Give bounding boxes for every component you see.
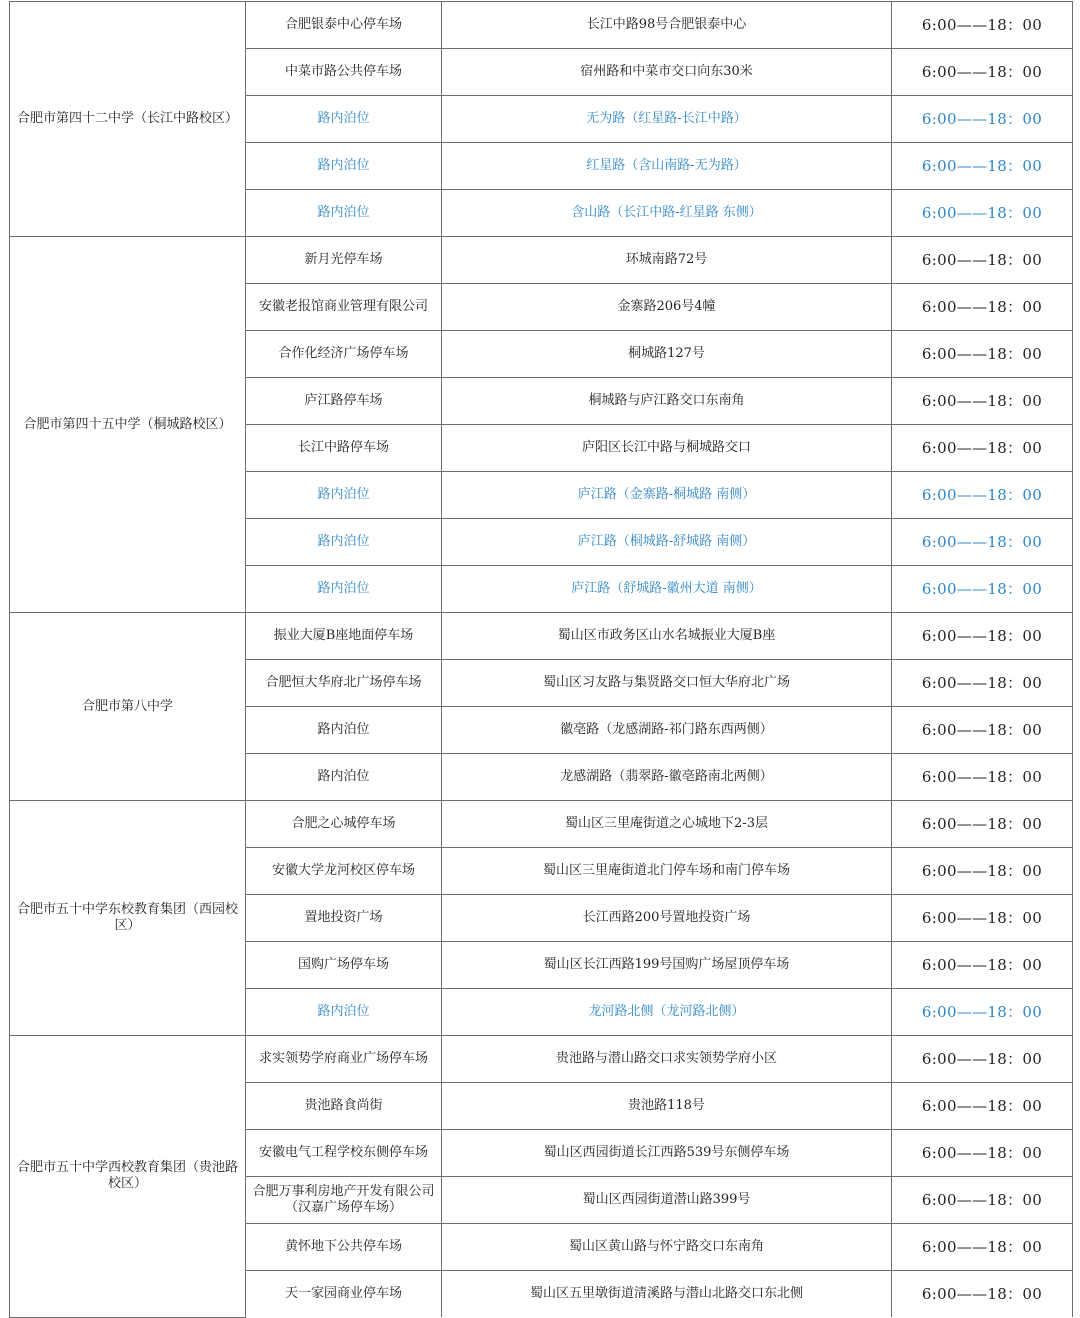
hours-cell: 6:00——18：00 bbox=[892, 49, 1073, 96]
hours-cell: 6:00——18：00 bbox=[892, 566, 1073, 613]
table-row bbox=[10, 2, 1073, 49]
address-cell: 长江西路200号置地投资广场 bbox=[442, 895, 892, 942]
address-cell: 贵池路与潜山路交口求实领势学府小区 bbox=[442, 1036, 892, 1083]
lot-name-cell: 路内泊位 bbox=[246, 566, 442, 613]
parking-table bbox=[9, 1, 1073, 1318]
lot-name-cell: 中菜市路公共停车场 bbox=[246, 49, 442, 96]
lot-name-cell: 贵池路食尚街 bbox=[246, 1083, 442, 1130]
school-cell: 合肥市第八中学 bbox=[10, 613, 246, 801]
lot-name-cell: 长江中路停车场 bbox=[246, 425, 442, 472]
hours-cell: 6:00——18：00 bbox=[892, 284, 1073, 331]
lot-name-cell: 路内泊位 bbox=[246, 190, 442, 237]
hours-cell: 6:00——18：00 bbox=[892, 848, 1073, 895]
address-cell: 蜀山区西园街道潜山路399号 bbox=[442, 1177, 892, 1224]
hours-cell: 6:00——18：00 bbox=[892, 660, 1073, 707]
lot-name-cell: 黄怀地下公共停车场 bbox=[246, 1224, 442, 1271]
address-cell: 蜀山区三里庵街道北门停车场和南门停车场 bbox=[442, 848, 892, 895]
address-cell: 贵池路118号 bbox=[442, 1083, 892, 1130]
lot-name-cell: 路内泊位 bbox=[246, 519, 442, 566]
address-cell: 桐城路与庐江路交口东南角 bbox=[442, 378, 892, 425]
lot-name-cell: 合作化经济广场停车场 bbox=[246, 331, 442, 378]
lot-name-cell: 新月光停车场 bbox=[246, 237, 442, 284]
lot-name-cell: 安徽大学龙河校区停车场 bbox=[246, 848, 442, 895]
table-row bbox=[10, 801, 1073, 848]
hours-cell: 6:00——18：00 bbox=[892, 425, 1073, 472]
hours-cell: 6:00——18：00 bbox=[892, 519, 1073, 566]
address-cell: 蜀山区长江西路199号国购广场屋顶停车场 bbox=[442, 942, 892, 989]
lot-name-cell: 路内泊位 bbox=[246, 754, 442, 801]
address-cell: 蜀山区三里庵街道之心城地下2-3层 bbox=[442, 801, 892, 848]
hours-cell: 6:00——18：00 bbox=[892, 754, 1073, 801]
hours-cell: 6:00——18：00 bbox=[892, 895, 1073, 942]
address-cell: 无为路（红星路-长江中路） bbox=[442, 96, 892, 143]
lot-name-cell: 振业大厦B座地面停车场 bbox=[246, 613, 442, 660]
hours-cell: 6:00——18：00 bbox=[892, 190, 1073, 237]
hours-cell: 6:00——18：00 bbox=[892, 1083, 1073, 1130]
hours-cell: 6:00——18：00 bbox=[892, 1271, 1073, 1318]
school-cell: 合肥市五十中学西校教育集团（贵池路校区） bbox=[10, 1036, 246, 1318]
address-cell: 红星路（含山南路-无为路） bbox=[442, 143, 892, 190]
address-cell: 蜀山区黄山路与怀宁路交口东南角 bbox=[442, 1224, 892, 1271]
hours-cell: 6:00——18：00 bbox=[892, 1224, 1073, 1271]
address-cell: 蜀山区五里墩街道清溪路与潜山北路交口东北侧 bbox=[442, 1271, 892, 1318]
address-cell: 徽亳路（龙感湖路-祁门路东西两侧） bbox=[442, 707, 892, 754]
hours-cell: 6:00——18：00 bbox=[892, 1130, 1073, 1177]
lot-name-cell: 路内泊位 bbox=[246, 96, 442, 143]
lot-name-cell: 合肥之心城停车场 bbox=[246, 801, 442, 848]
table-body bbox=[10, 2, 1073, 1318]
school-cell: 合肥市第四十二中学（长江中路校区） bbox=[10, 2, 246, 237]
hours-cell: 6:00——18：00 bbox=[892, 96, 1073, 143]
hours-cell: 6:00——18：00 bbox=[892, 378, 1073, 425]
lot-name-cell: 路内泊位 bbox=[246, 472, 442, 519]
hours-cell: 6:00——18：00 bbox=[892, 1177, 1073, 1224]
hours-cell: 6:00——18：00 bbox=[892, 143, 1073, 190]
address-cell: 龙感湖路（翡翠路-徽亳路南北两侧） bbox=[442, 754, 892, 801]
lot-name-cell: 求实领势学府商业广场停车场 bbox=[246, 1036, 442, 1083]
address-cell: 长江中路98号合肥银泰中心 bbox=[442, 2, 892, 49]
address-cell: 庐江路（桐城路-舒城路 南侧） bbox=[442, 519, 892, 566]
address-cell: 环城南路72号 bbox=[442, 237, 892, 284]
address-cell: 宿州路和中菜市交口向东30米 bbox=[442, 49, 892, 96]
address-cell: 庐江路（金寨路-桐城路 南侧） bbox=[442, 472, 892, 519]
school-cell: 合肥市第四十五中学（桐城路校区） bbox=[10, 237, 246, 613]
hours-cell: 6:00——18：00 bbox=[892, 613, 1073, 660]
lot-name-cell: 合肥万事利房地产开发有限公司（汉嘉广场停车场） bbox=[246, 1177, 442, 1224]
hours-cell: 6:00——18：00 bbox=[892, 707, 1073, 754]
lot-name-cell: 路内泊位 bbox=[246, 143, 442, 190]
address-cell: 蜀山区习友路与集贤路交口恒大华府北广场 bbox=[442, 660, 892, 707]
address-cell: 庐江路（舒城路-徽州大道 南侧） bbox=[442, 566, 892, 613]
lot-name-cell: 国购广场停车场 bbox=[246, 942, 442, 989]
hours-cell: 6:00——18：00 bbox=[892, 989, 1073, 1036]
lot-name-cell: 安徽老报馆商业管理有限公司 bbox=[246, 284, 442, 331]
school-cell: 合肥市五十中学东校教育集团（西园校区） bbox=[10, 801, 246, 1036]
address-cell: 含山路（长江中路-红星路 东侧） bbox=[442, 190, 892, 237]
address-cell: 庐阳区长江中路与桐城路交口 bbox=[442, 425, 892, 472]
hours-cell: 6:00——18：00 bbox=[892, 472, 1073, 519]
hours-cell: 6:00——18：00 bbox=[892, 331, 1073, 378]
address-cell: 龙河路北侧（龙河路北侧） bbox=[442, 989, 892, 1036]
lot-name-cell: 庐江路停车场 bbox=[246, 378, 442, 425]
hours-cell: 6:00——18：00 bbox=[892, 2, 1073, 49]
lot-name-cell: 合肥银泰中心停车场 bbox=[246, 2, 442, 49]
lot-name-cell: 路内泊位 bbox=[246, 989, 442, 1036]
hours-cell: 6:00——18：00 bbox=[892, 237, 1073, 284]
table-row bbox=[10, 1036, 1073, 1083]
table-row bbox=[10, 237, 1073, 284]
lot-name-cell: 路内泊位 bbox=[246, 707, 442, 754]
address-cell: 蜀山区市政务区山水名城振业大厦B座 bbox=[442, 613, 892, 660]
address-cell: 金寨路206号4幢 bbox=[442, 284, 892, 331]
lot-name-cell: 安徽电气工程学校东侧停车场 bbox=[246, 1130, 442, 1177]
table-row bbox=[10, 613, 1073, 660]
address-cell: 桐城路127号 bbox=[442, 331, 892, 378]
lot-name-cell: 合肥恒大华府北广场停车场 bbox=[246, 660, 442, 707]
lot-name-cell: 置地投资广场 bbox=[246, 895, 442, 942]
lot-name-cell: 天一家园商业停车场 bbox=[246, 1271, 442, 1318]
hours-cell: 6:00——18：00 bbox=[892, 801, 1073, 848]
hours-cell: 6:00——18：00 bbox=[892, 1036, 1073, 1083]
address-cell: 蜀山区西园街道长江西路539号东侧停车场 bbox=[442, 1130, 892, 1177]
hours-cell: 6:00——18：00 bbox=[892, 942, 1073, 989]
